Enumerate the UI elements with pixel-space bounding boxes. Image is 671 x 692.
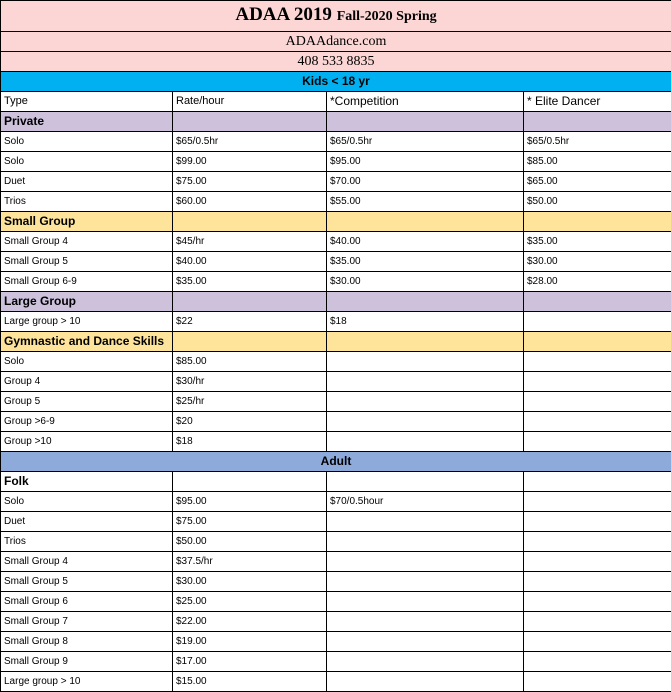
type-cell: Small Group 6 — [1, 592, 173, 612]
type-cell: Solo — [1, 492, 173, 512]
table-row — [1, 512, 671, 532]
type-cell: Small Group 4 — [1, 552, 173, 572]
category-filler-cell — [524, 332, 671, 352]
table-row — [1, 312, 671, 332]
phone-text: 408 533 8835 — [1, 52, 671, 72]
table-row — [1, 132, 671, 152]
competition-cell — [327, 512, 524, 532]
rate-cell: $22.00 — [173, 612, 327, 632]
title-row — [1, 1, 671, 32]
rate-cell: $85.00 — [173, 352, 327, 372]
type-cell: Trios — [1, 192, 173, 212]
elite-cell: $35.00 — [524, 232, 671, 252]
type-cell: Solo — [1, 352, 173, 372]
elite-cell — [524, 652, 671, 672]
table-row — [1, 352, 671, 372]
category-label: Gymnastic and Dance Skills — [1, 332, 173, 352]
competition-cell — [327, 372, 524, 392]
title-main: ADAA 2019 — [235, 4, 332, 25]
column-header-competition: *Competition — [327, 92, 524, 112]
type-cell: Group >10 — [1, 432, 173, 452]
rate-cell: $65/0.5hr — [173, 132, 327, 152]
title-tail: Fall-2020 Spring — [337, 9, 437, 24]
column-header-type: Type — [1, 92, 173, 112]
competition-cell: $30.00 — [327, 272, 524, 292]
category-label: Small Group — [1, 212, 173, 232]
category-filler-cell — [327, 292, 524, 312]
type-cell: Trios — [1, 532, 173, 552]
category-filler-cell — [173, 472, 327, 492]
elite-cell: $30.00 — [524, 252, 671, 272]
rate-cell: $15.00 — [173, 672, 327, 692]
competition-cell: $70.00 — [327, 172, 524, 192]
category-label: Folk — [1, 472, 173, 492]
elite-cell — [524, 552, 671, 572]
rate-cell: $18 — [173, 432, 327, 452]
elite-cell — [524, 572, 671, 592]
elite-cell — [524, 312, 671, 332]
rate-cell: $19.00 — [173, 632, 327, 652]
rate-cell: $22 — [173, 312, 327, 332]
competition-cell: $35.00 — [327, 252, 524, 272]
table-row — [1, 232, 671, 252]
rate-cell: $25.00 — [173, 592, 327, 612]
rate-cell: $20 — [173, 412, 327, 432]
table-row — [1, 192, 671, 212]
competition-cell — [327, 352, 524, 372]
category-filler-cell — [173, 332, 327, 352]
rate-cell: $75.00 — [173, 172, 327, 192]
type-cell: Group >6-9 — [1, 412, 173, 432]
adult-section-label: Adult — [1, 452, 671, 472]
type-cell: Small Group 7 — [1, 612, 173, 632]
category-filler-cell — [327, 112, 524, 132]
category-row — [1, 472, 671, 492]
category-filler-cell — [327, 212, 524, 232]
rate-cell: $99.00 — [173, 152, 327, 172]
elite-cell: $28.00 — [524, 272, 671, 292]
elite-cell: $65.00 — [524, 172, 671, 192]
type-cell: Small Group 8 — [1, 632, 173, 652]
page-title — [1, 1, 671, 32]
website-row — [1, 32, 671, 52]
table-row — [1, 652, 671, 672]
table-row — [1, 612, 671, 632]
elite-cell — [524, 592, 671, 612]
rate-cell: $25/hr — [173, 392, 327, 412]
competition-cell: $40.00 — [327, 232, 524, 252]
category-filler-cell — [327, 332, 524, 352]
rate-cell: $95.00 — [173, 492, 327, 512]
elite-cell — [524, 432, 671, 452]
competition-cell: $55.00 — [327, 192, 524, 212]
table-row — [1, 492, 671, 512]
category-filler-cell — [524, 212, 671, 232]
type-cell: Small Group 4 — [1, 232, 173, 252]
elite-cell — [524, 632, 671, 652]
competition-cell — [327, 552, 524, 572]
category-row — [1, 212, 671, 232]
rate-cell: $50.00 — [173, 532, 327, 552]
elite-cell: $50.00 — [524, 192, 671, 212]
category-label: Private — [1, 112, 173, 132]
table-row — [1, 432, 671, 452]
competition-cell — [327, 632, 524, 652]
type-cell: Group 5 — [1, 392, 173, 412]
competition-cell: $18 — [327, 312, 524, 332]
category-row — [1, 332, 671, 352]
type-cell: Small Group 9 — [1, 652, 173, 672]
category-filler-cell — [524, 292, 671, 312]
kids-section-header — [1, 72, 671, 92]
competition-cell — [327, 672, 524, 692]
table-row — [1, 172, 671, 192]
competition-cell — [327, 412, 524, 432]
column-header-rate: Rate/hour — [173, 92, 327, 112]
competition-cell — [327, 432, 524, 452]
elite-cell — [524, 512, 671, 532]
table-row — [1, 412, 671, 432]
table-row — [1, 272, 671, 292]
competition-cell — [327, 572, 524, 592]
kids-section-label: Kids < 18 yr — [1, 72, 671, 92]
rate-cell: $35.00 — [173, 272, 327, 292]
table-row — [1, 532, 671, 552]
rate-cell: $75.00 — [173, 512, 327, 532]
table-row — [1, 372, 671, 392]
competition-cell: $70/0.5hour — [327, 492, 524, 512]
rate-cell: $60.00 — [173, 192, 327, 212]
type-cell: Solo — [1, 132, 173, 152]
elite-cell — [524, 412, 671, 432]
type-cell: Solo — [1, 152, 173, 172]
website-text: ADAAdance.com — [1, 32, 671, 52]
category-filler-cell — [173, 212, 327, 232]
table-row — [1, 672, 671, 692]
category-row — [1, 292, 671, 312]
type-cell: Large group > 10 — [1, 312, 173, 332]
elite-cell — [524, 532, 671, 552]
rate-cell: $37.5/hr — [173, 552, 327, 572]
type-cell: Duet — [1, 512, 173, 532]
elite-cell — [524, 672, 671, 692]
type-cell: Small Group 6-9 — [1, 272, 173, 292]
type-cell: Duet — [1, 172, 173, 192]
table-row — [1, 592, 671, 612]
category-filler-cell — [173, 112, 327, 132]
rate-cell: $30/hr — [173, 372, 327, 392]
type-cell: Small Group 5 — [1, 252, 173, 272]
column-header-row — [1, 92, 671, 112]
competition-cell: $95.00 — [327, 152, 524, 172]
table-row — [1, 632, 671, 652]
elite-cell — [524, 352, 671, 372]
elite-cell: $85.00 — [524, 152, 671, 172]
table-row — [1, 552, 671, 572]
rate-cell: $17.00 — [173, 652, 327, 672]
elite-cell — [524, 392, 671, 412]
competition-cell — [327, 532, 524, 552]
category-label: Large Group — [1, 292, 173, 312]
competition-cell — [327, 612, 524, 632]
table-row — [1, 252, 671, 272]
category-filler-cell — [327, 472, 524, 492]
competition-cell: $65/0.5hr — [327, 132, 524, 152]
column-header-elite: * Elite Dancer — [524, 92, 671, 112]
table-row — [1, 152, 671, 172]
table-row — [1, 392, 671, 412]
elite-cell — [524, 372, 671, 392]
type-cell: Group 4 — [1, 372, 173, 392]
adult-section-header — [1, 452, 671, 472]
competition-cell — [327, 652, 524, 672]
elite-cell — [524, 492, 671, 512]
category-row — [1, 112, 671, 132]
competition-cell — [327, 392, 524, 412]
category-filler-cell — [524, 472, 671, 492]
competition-cell — [327, 592, 524, 612]
elite-cell: $65/0.5hr — [524, 132, 671, 152]
rate-cell: $45/hr — [173, 232, 327, 252]
type-cell: Small Group 5 — [1, 572, 173, 592]
table-row — [1, 572, 671, 592]
elite-cell — [524, 612, 671, 632]
type-cell: Large group > 10 — [1, 672, 173, 692]
category-filler-cell — [173, 292, 327, 312]
phone-row — [1, 52, 671, 72]
rate-cell: $40.00 — [173, 252, 327, 272]
category-filler-cell — [524, 112, 671, 132]
rate-cell: $30.00 — [173, 572, 327, 592]
